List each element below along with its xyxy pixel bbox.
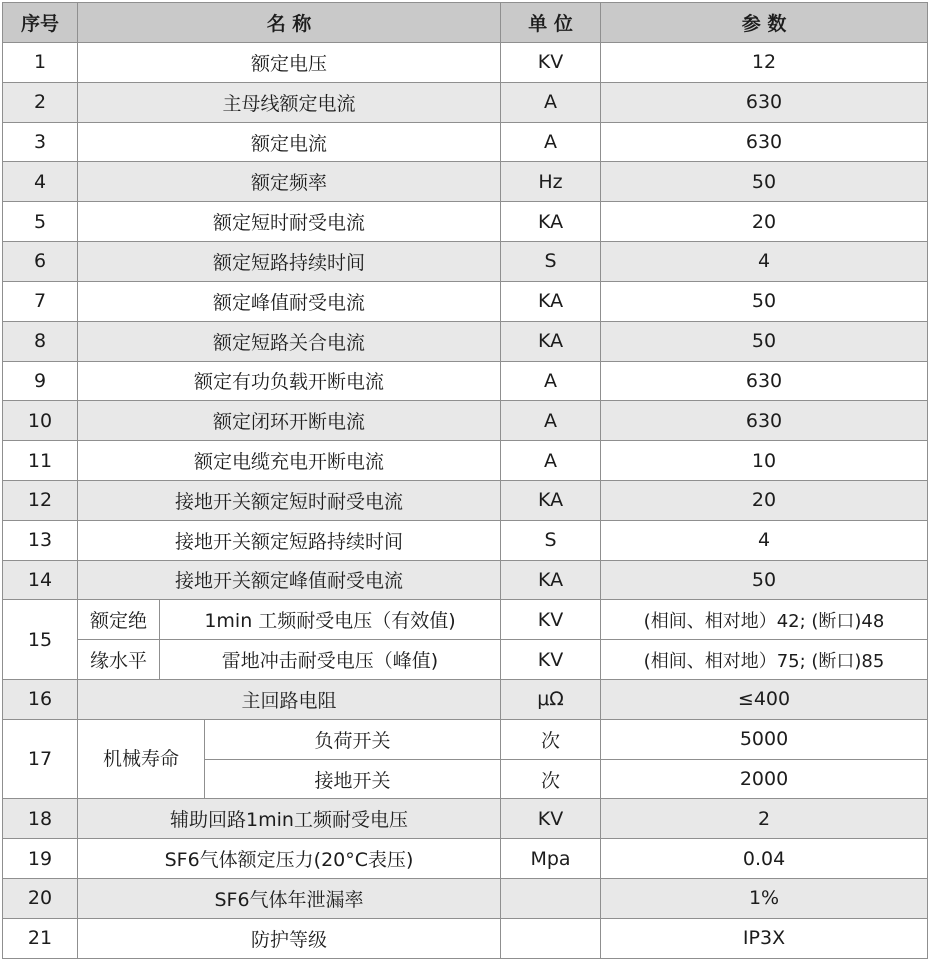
row-name: 额定闭环开断电流 xyxy=(78,401,501,441)
row-no: 17 xyxy=(3,719,78,799)
row-value: 10 xyxy=(601,441,928,481)
group-label-line1: 额定绝 xyxy=(78,600,160,640)
row-no: 9 xyxy=(3,361,78,401)
row-unit: KA xyxy=(501,560,601,600)
row-value: 50 xyxy=(601,560,928,600)
table-row xyxy=(3,680,928,720)
row-name: 额定电流 xyxy=(78,122,501,162)
row-value: ≤400 xyxy=(601,680,928,720)
table-row xyxy=(3,401,928,441)
row-name: 雷地冲击耐受电压（峰值) xyxy=(160,640,501,680)
row-name: 1min 工频耐受电压（有效值) xyxy=(160,600,501,640)
row-name: 防护等级 xyxy=(78,918,501,958)
row-unit: 次 xyxy=(501,719,601,759)
table-row xyxy=(3,321,928,361)
row-name: 额定短路关合电流 xyxy=(78,321,501,361)
row-no: 16 xyxy=(3,680,78,720)
row-name: 额定有功负载开断电流 xyxy=(78,361,501,401)
table-row xyxy=(3,600,928,640)
table-row xyxy=(3,719,928,759)
row-unit: A xyxy=(501,361,601,401)
row-name: 额定短时耐受电流 xyxy=(78,202,501,242)
table-row xyxy=(3,82,928,122)
row-value: (相间、相对地）42; (断口)48 xyxy=(601,600,928,640)
row-unit: Hz xyxy=(501,162,601,202)
row-unit: S xyxy=(501,242,601,282)
row-unit: KV xyxy=(501,799,601,839)
table-row xyxy=(3,162,928,202)
row-unit: KA xyxy=(501,321,601,361)
row-value: 50 xyxy=(601,281,928,321)
row-no: 21 xyxy=(3,918,78,958)
row-unit: A xyxy=(501,122,601,162)
spec-table xyxy=(2,2,928,959)
row-unit: KA xyxy=(501,480,601,520)
row-unit: A xyxy=(501,401,601,441)
row-value: 630 xyxy=(601,82,928,122)
row-name: 主回路电阻 xyxy=(78,680,501,720)
row-no: 19 xyxy=(3,839,78,879)
row-no: 4 xyxy=(3,162,78,202)
table-row xyxy=(3,918,928,958)
row-value: 5000 xyxy=(601,719,928,759)
table-row xyxy=(3,242,928,282)
row-unit xyxy=(501,879,601,919)
row-unit: KA xyxy=(501,202,601,242)
row-no: 20 xyxy=(3,879,78,919)
row-name: 额定峰值耐受电流 xyxy=(78,281,501,321)
table-row xyxy=(3,640,928,680)
row-unit: A xyxy=(501,441,601,481)
row-name: 接地开关额定峰值耐受电流 xyxy=(78,560,501,600)
row-value: 12 xyxy=(601,43,928,83)
row-value: 630 xyxy=(601,122,928,162)
row-value: 20 xyxy=(601,202,928,242)
row-unit: 次 xyxy=(501,759,601,799)
header-unit: 单 位 xyxy=(501,3,601,43)
row-unit: KV xyxy=(501,43,601,83)
row-unit: S xyxy=(501,520,601,560)
table-row xyxy=(3,520,928,560)
row-value: 1% xyxy=(601,879,928,919)
row-name: 额定电压 xyxy=(78,43,501,83)
row-value: 20 xyxy=(601,480,928,520)
row-no: 6 xyxy=(3,242,78,282)
row-name: SF6气体额定压力(20°C表压) xyxy=(78,839,501,879)
row-value: 4 xyxy=(601,520,928,560)
row-name: 主母线额定电流 xyxy=(78,82,501,122)
row-no: 11 xyxy=(3,441,78,481)
row-value: 2000 xyxy=(601,759,928,799)
table-row xyxy=(3,281,928,321)
row-no: 1 xyxy=(3,43,78,83)
row-no: 13 xyxy=(3,520,78,560)
header-name: 名 称 xyxy=(78,3,501,43)
row-unit: KA xyxy=(501,281,601,321)
row-name: 额定短路持续时间 xyxy=(78,242,501,282)
table-row xyxy=(3,480,928,520)
row-unit: KV xyxy=(501,640,601,680)
group-label-line2: 缘水平 xyxy=(78,640,160,680)
row-name: 接地开关额定短路持续时间 xyxy=(78,520,501,560)
table-row xyxy=(3,202,928,242)
row-value: 4 xyxy=(601,242,928,282)
row-no: 14 xyxy=(3,560,78,600)
row-name: 辅助回路1min工频耐受电压 xyxy=(78,799,501,839)
row-no: 12 xyxy=(3,480,78,520)
row-no: 18 xyxy=(3,799,78,839)
table-row xyxy=(3,799,928,839)
table-row xyxy=(3,879,928,919)
header-no: 序号 xyxy=(3,3,78,43)
row-name: SF6气体年泄漏率 xyxy=(78,879,501,919)
row-no: 15 xyxy=(3,600,78,680)
row-value: (相间、相对地）75; (断口)85 xyxy=(601,640,928,680)
row-unit xyxy=(501,918,601,958)
table-row xyxy=(3,122,928,162)
row-value: IP3X xyxy=(601,918,928,958)
row-name: 额定频率 xyxy=(78,162,501,202)
row-value: 630 xyxy=(601,361,928,401)
row-no: 3 xyxy=(3,122,78,162)
table-row xyxy=(3,43,928,83)
table-row xyxy=(3,839,928,879)
row-no: 5 xyxy=(3,202,78,242)
row-unit: A xyxy=(501,82,601,122)
row-name: 接地开关额定短时耐受电流 xyxy=(78,480,501,520)
header-row xyxy=(3,3,928,43)
row-no: 7 xyxy=(3,281,78,321)
row-name: 接地开关 xyxy=(205,759,501,799)
row-value: 50 xyxy=(601,162,928,202)
header-param: 参 数 xyxy=(601,3,928,43)
row-unit: Mpa xyxy=(501,839,601,879)
row-name: 负荷开关 xyxy=(205,719,501,759)
row-unit: μΩ xyxy=(501,680,601,720)
row-name: 额定电缆充电开断电流 xyxy=(78,441,501,481)
group-label: 机械寿命 xyxy=(78,719,205,799)
row-no: 10 xyxy=(3,401,78,441)
row-no: 8 xyxy=(3,321,78,361)
row-value: 50 xyxy=(601,321,928,361)
row-value: 2 xyxy=(601,799,928,839)
table-row xyxy=(3,560,928,600)
row-value: 0.04 xyxy=(601,839,928,879)
row-no: 2 xyxy=(3,82,78,122)
table-row xyxy=(3,361,928,401)
table-row xyxy=(3,441,928,481)
row-unit: KV xyxy=(501,600,601,640)
row-value: 630 xyxy=(601,401,928,441)
